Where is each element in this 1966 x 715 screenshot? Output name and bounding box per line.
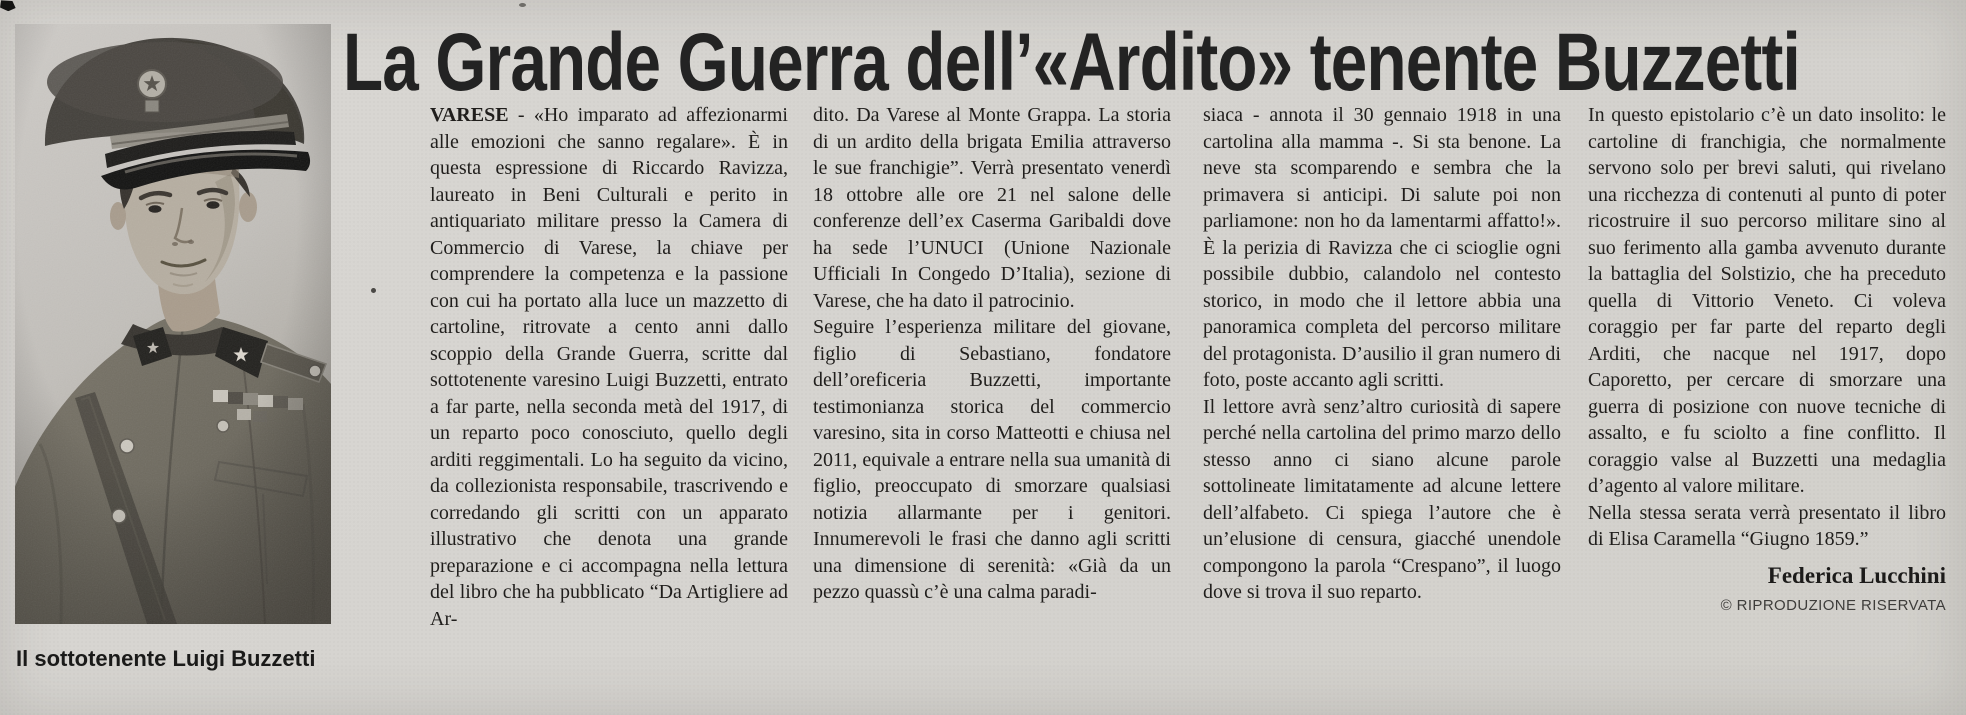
portrait-photo — [15, 24, 331, 624]
article-column-1 — [430, 102, 788, 710]
article-column-2 — [813, 102, 1171, 710]
copyright-notice: © RIPRODUZIONE RISERVATA — [1720, 596, 1946, 614]
headline: La Grande Guerra dell’«Ardito» tenente Buzzetti — [343, 17, 1800, 108]
body-paragraph: Nella stessa serata verrà presentato il libro di Elisa Caramella “Giugno 1859.” — [1588, 501, 1946, 550]
dateline: VARESE — [430, 104, 509, 126]
scan-speck — [0, 0, 17, 13]
scan-speck — [371, 288, 376, 293]
body-paragraph: Il lettore avrà senz’altro curiosità di sapere perché nella cartolina del primo marzo dello stesso anno ci siano alcune parole sottolineate limitatamente ad alcune lettere dell’alfabeto. Ci spiega l’autore che è un’elusione di censura, giacché unendole compongono la parola “Crespano”, il luogo dove si trova il suo reparto. — [1203, 395, 1561, 603]
photo-caption: Il sottotenente Luigi Buzzetti — [16, 646, 316, 671]
body-paragraph: siaca - annota il 30 gennaio 1918 in una cartolina alla mamma -. Si sta benone. La neve sta scomparendo e sembra che la primavera si anticipi. Di salute poi non parliamone: non ho da lamentarmi affatto!». È la perizia di Ravizza che ci scioglie ogni possibile dubbio, calandolo nel contesto storico, in modo che il lettore abbia una panoramica completa del percorso militare del protagonista. D’ausilio il gran numero di foto, poste accanto agli scritti. — [1203, 104, 1561, 391]
body-paragraph — [430, 102, 788, 632]
byline: Federica Lucchini — [1767, 562, 1946, 588]
article-column-3 — [1203, 102, 1561, 710]
body-paragraph: dito. Da Varese al Monte Grappa. La storia di un ardito della brigata Emilia attraverso le sue franchigie”. Verrà presentato venerdì 18 ottobre alle ore 21 nel salone delle conferenze dell’ex Caserma Garibaldi dove ha sede l’UNUCI (Unione Nazionale Ufficiali In Congedo D’Italia), sezione di Varese, che ha dato il patrocinio. — [813, 104, 1171, 312]
body-paragraph: In questo epistolario c’è un dato insolito: le cartoline di franchigia, che normalmente servono solo per brevi saluti, qui rivelano una ricchezza di contenuti al punto di poter ricostruire il suo percorso militare sino al suo ferimento alla gamba avvenuto durante la battaglia del Solstizio, che ha preceduto quella di Vittorio Veneto. Ci voleva coraggio per far parte del reparto degli Arditi, che nacque nel 1917, dopo Caporetto, per cercare di smorzare una guerra di posizione con nuove tecniche di assalto, e fu sciolto a fine conflitto. Il coraggio valse al Buzzetti una medaglia d’agento al valore militare. — [1588, 104, 1946, 497]
article-column-4 — [1588, 102, 1946, 710]
body-paragraph: Seguire l’esperienza militare del giovane, figlio di Sebastiano, fondatore dell’oreficeria Buzzetti, importante testimonianza storica del commercio varesino, sita in corso Matteotti e chiusa nel 2011, equivale a entrare nella sua umanità di figlio, preoccupato di smorzare qualsiasi notizia allarmante per i genitori. Innumerevoli le frasi che danno agli scritti una dimensione di serenità: «Già da un pezzo quassù c’è una calma paradi- — [813, 316, 1171, 603]
body-text: - «Ho imparato ad affezionarmi alle emozioni che sanno regalare». È in questa espressione di Riccardo Ravizza, laureato in Beni Culturali e perito in antiquariato militare presso la Camera di Commercio di Varese, la chiave per comprendere la competenza e la passione con cui ha portato alla luce un mazzetto di cartoline, ritrovate a cento anni dallo scoppio della Grande Guerra, scritte dal sottotenente varesino Luigi Buzzetti, entrato a far parte, nella seconda metà del 1917, di un reparto poco conosciuto, quello degli arditi reggimentali. Lo ha seguito da vicino, da collezionista responsabile, trascrivendo e corredando gli scritti con un apparato illustrativo che denota una grande preparazione e ci accompagna nella lettura del libro che ha pubblicato “Da Artigliere ad Ar- — [430, 104, 788, 630]
scan-speck — [519, 3, 526, 7]
